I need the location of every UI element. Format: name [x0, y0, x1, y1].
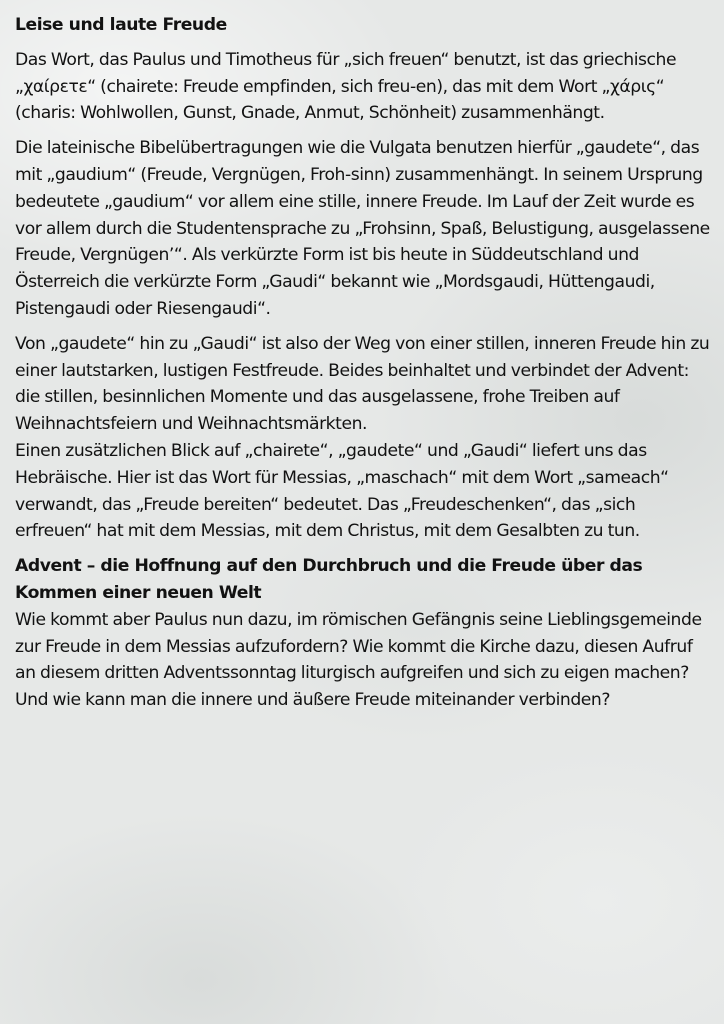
paragraph-greek-word: Das Wort, das Paulus und Timotheus für „sich freuen“ benutzt, ist das griechische „χαίρετε“ (chairete: Freude empfinden, sich freu-en), das mit dem Wort „χάρις“ (charis: Wohlwollen, Gunst, Gnade, Anmut, Schönheit) zusammenhängt. — [15, 49, 677, 124]
paragraph-latin-gaudete: Die lateinische Bibelübertragungen wie die Vulgata benutzen hierfür „gaudete“, das mit „gaudium“ (Freude, Vergnügen, Froh-sinn) zusammenhängt. In seinem Ursprung bedeutete „gaudium“ vor allem eine stille, innere Freude. Im Lauf der Zeit wurde es vor allem durch die Studentensprache zu „Frohsinn, Spaß, Belustigung, ausgelassene Freude, Vergnügen’“. Als verkürzte Form ist bis heute in Süddeutschland und Österreich die verkürzte Form „Gaudi“ bekannt wie „Mordsgaudi, Hüttengaudi, Pistengaudi oder Riesengaudi“. — [15, 138, 710, 319]
spacer — [15, 323, 715, 331]
section-heading-leise-und-laute-freude: Leise und laute Freude — [15, 15, 227, 35]
document-page — [15, 12, 715, 714]
paragraph-paulus-question: Wie kommt aber Paulus nun dazu, im römischen Gefängnis seine Lieblingsgemeinde zur Freude in dem Messias aufzufordern? Wie kommt die Kirche dazu, diesen Aufruf an diesem dritten Adventssonntag liturgisch aufgreifen und sich zu eigen machen? Und wie kann man die innere und äußere Freude miteinander verbinden? — [15, 609, 702, 711]
paragraph-hebrew-messias: Einen zusätzlichen Blick auf „chairete“, „gaudete“ und „Gaudi“ liefert uns das Hebräische. Hier ist das Wort für Messias, „maschach“ mit dem Wort „sameach“ verwandt, das „Freude bereiten“ bedeutet. Das „Freudeschenken“, das „sich erfreuen“ hat mit dem Messias, mit dem Christus, mit dem Gesalbten zu tun. — [15, 440, 669, 542]
section-heading-advent-hoffnung: Advent – die Hoffnung auf den Durchbruch und die Freude über das Kommen einer neuen Welt — [15, 556, 643, 603]
spacer — [15, 127, 715, 135]
spacer — [15, 545, 715, 553]
spacer — [15, 39, 715, 47]
paragraph-gaudete-to-gaudi: Von „gaudete“ hin zu „Gaudi“ ist also der Weg von einer stillen, inneren Freude hin zu einer lautstarken, lustigen Festfreude. Beides beinhaltet und verbindet der Advent: die stillen, besinnlichen Momente und das ausgelassene, frohe Treiben auf Weihnachtsfeiern und Weihnachtsmärkten. — [15, 333, 710, 435]
